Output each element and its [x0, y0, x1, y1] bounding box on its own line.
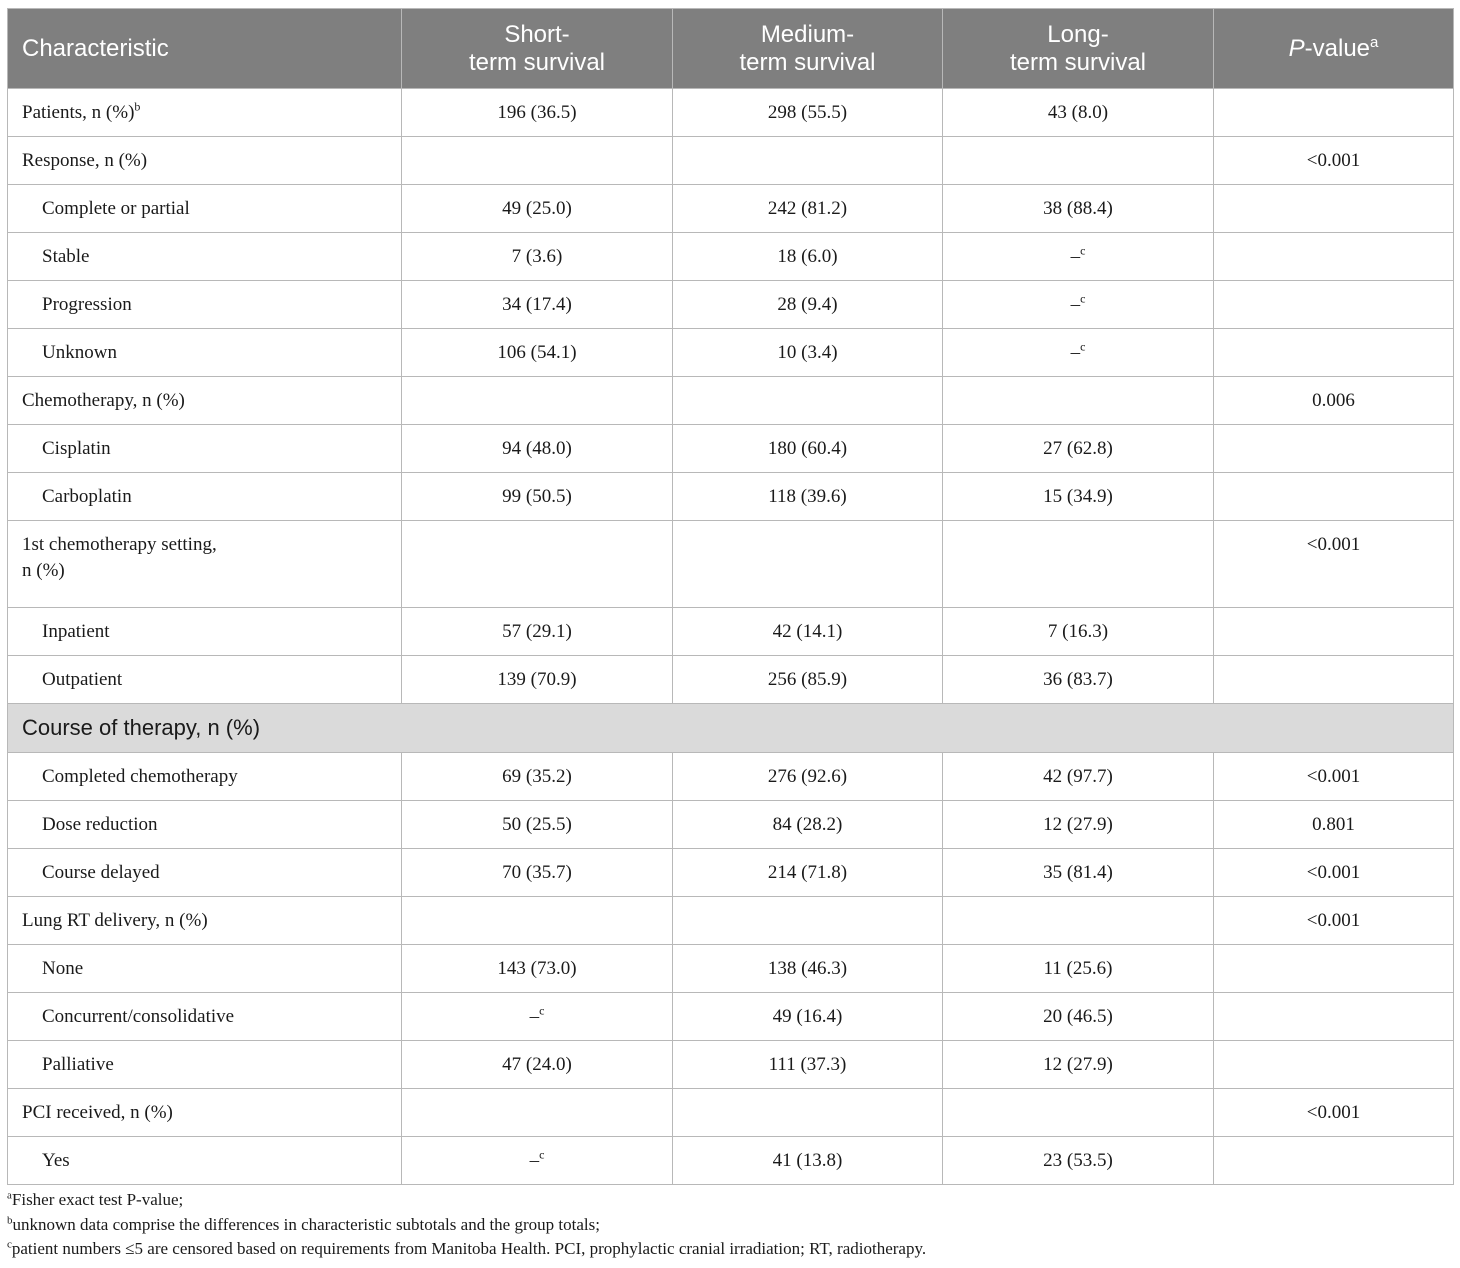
footnotes	[7, 1188, 926, 1262]
row-label: Outpatient	[8, 656, 402, 704]
cell-medium	[673, 521, 943, 608]
cell-medium: 28 (9.4)	[673, 281, 943, 329]
table-row-chemotherapy	[8, 377, 1454, 425]
cell-short: 139 (70.9)	[402, 656, 673, 704]
header-short-term: Short- term survival	[402, 9, 673, 89]
cell-short	[402, 1089, 673, 1137]
row-label: Completed chemotherapy	[8, 753, 402, 801]
cell-long	[943, 521, 1214, 608]
row-label: None	[8, 945, 402, 993]
cell-long	[943, 377, 1214, 425]
cell-medium: 214 (71.8)	[673, 849, 943, 897]
table-row-chemo-setting	[8, 521, 1454, 608]
table-row-completed-chemotherapy	[8, 753, 1454, 801]
cell-pvalue	[1214, 608, 1454, 656]
cell-long: 15 (34.9)	[943, 473, 1214, 521]
header-row	[8, 9, 1454, 89]
table-row-complete-partial	[8, 185, 1454, 233]
table-row-pci	[8, 1089, 1454, 1137]
cell-long: 11 (25.6)	[943, 945, 1214, 993]
cell-pvalue	[1214, 233, 1454, 281]
cell-medium: 84 (28.2)	[673, 801, 943, 849]
cell-long: 12 (27.9)	[943, 801, 1214, 849]
table-row-response	[8, 137, 1454, 185]
row-label: Unknown	[8, 329, 402, 377]
cell-medium: 111 (37.3)	[673, 1041, 943, 1089]
header-pvalue: P-value$^a$	[1214, 9, 1454, 89]
cell-medium	[673, 377, 943, 425]
table-row-concurrent	[8, 993, 1454, 1041]
cell-pvalue: <0.001	[1214, 849, 1454, 897]
cell-short: 57 (29.1)	[402, 608, 673, 656]
table-row-dose-reduction	[8, 801, 1454, 849]
cell-short	[402, 377, 673, 425]
cell-long	[943, 137, 1214, 185]
row-label: PCI received, n (%)	[8, 1089, 402, 1137]
row-label: Palliative	[8, 1041, 402, 1089]
header-characteristic: Characteristic	[8, 9, 402, 89]
cell-long: 42 (97.7)	[943, 753, 1214, 801]
header-long-term: Long- term survival	[943, 9, 1214, 89]
section-row-course-of-therapy	[8, 704, 1454, 753]
table-row-progression	[8, 281, 1454, 329]
row-label: Complete or partial	[8, 185, 402, 233]
table-row-none	[8, 945, 1454, 993]
cell-medium: 118 (39.6)	[673, 473, 943, 521]
cell-short: 7 (3.6)	[402, 233, 673, 281]
cell-short: 34 (17.4)	[402, 281, 673, 329]
cell-pvalue: 0.801	[1214, 801, 1454, 849]
cell-medium: 138 (46.3)	[673, 945, 943, 993]
cell-long	[943, 1089, 1214, 1137]
cell-pvalue: <0.001	[1214, 521, 1454, 608]
table-row-unknown	[8, 329, 1454, 377]
cell-medium	[673, 897, 943, 945]
table-row-inpatient	[8, 608, 1454, 656]
cell-long: 12 (27.9)	[943, 1041, 1214, 1089]
row-label: Course delayed	[8, 849, 402, 897]
table-row-lung-rt	[8, 897, 1454, 945]
table-row-patients	[8, 89, 1454, 137]
cell-pvalue	[1214, 1041, 1454, 1089]
row-label: Dose reduction	[8, 801, 402, 849]
cell-short: –$^c$	[402, 1137, 673, 1185]
cell-short	[402, 137, 673, 185]
cell-medium: 10 (3.4)	[673, 329, 943, 377]
cell-short	[402, 521, 673, 608]
cell-medium: 242 (81.2)	[673, 185, 943, 233]
cell-pvalue	[1214, 281, 1454, 329]
row-label: Carboplatin	[8, 473, 402, 521]
cell-short: 69 (35.2)	[402, 753, 673, 801]
cell-medium: 298 (55.5)	[673, 89, 943, 137]
table-row-outpatient	[8, 656, 1454, 704]
cell-medium: 49 (16.4)	[673, 993, 943, 1041]
cell-long: 35 (81.4)	[943, 849, 1214, 897]
cell-pvalue: 0.006	[1214, 377, 1454, 425]
row-label: Yes	[8, 1137, 402, 1185]
table-row-palliative	[8, 1041, 1454, 1089]
cell-medium: 256 (85.9)	[673, 656, 943, 704]
cell-pvalue: <0.001	[1214, 137, 1454, 185]
cell-pvalue: <0.001	[1214, 897, 1454, 945]
cell-pvalue	[1214, 425, 1454, 473]
cell-medium	[673, 137, 943, 185]
cell-long: 27 (62.8)	[943, 425, 1214, 473]
cell-short: 99 (50.5)	[402, 473, 673, 521]
cell-long: 7 (16.3)	[943, 608, 1214, 656]
cell-long	[943, 897, 1214, 945]
table-row-course-delayed	[8, 849, 1454, 897]
cell-pvalue	[1214, 185, 1454, 233]
cell-long: 43 (8.0)	[943, 89, 1214, 137]
cell-long: –$^c$	[943, 233, 1214, 281]
cell-pvalue	[1214, 1137, 1454, 1185]
cell-pvalue: <0.001	[1214, 753, 1454, 801]
row-label: Progression	[8, 281, 402, 329]
cell-long: –$^c$	[943, 329, 1214, 377]
cell-medium: 276 (92.6)	[673, 753, 943, 801]
cell-pvalue	[1214, 993, 1454, 1041]
cell-short: 196 (36.5)	[402, 89, 673, 137]
cell-short: 49 (25.0)	[402, 185, 673, 233]
row-label: Response, n (%)	[8, 137, 402, 185]
cell-short: 94 (48.0)	[402, 425, 673, 473]
results-table	[7, 8, 1454, 1185]
cell-long: –$^c$	[943, 281, 1214, 329]
table-row-cisplatin	[8, 425, 1454, 473]
cell-short	[402, 897, 673, 945]
cell-pvalue	[1214, 473, 1454, 521]
row-label: Chemotherapy, n (%)	[8, 377, 402, 425]
section-heading: Course of therapy, n (%)	[8, 704, 1454, 753]
cell-medium: 41 (13.8)	[673, 1137, 943, 1185]
cell-medium: 42 (14.1)	[673, 608, 943, 656]
row-label: Cisplatin	[8, 425, 402, 473]
table-row-yes	[8, 1137, 1454, 1185]
cell-medium	[673, 1089, 943, 1137]
footnote-b: $^b$unknown data comprise the differences in characteristic subtotals and the group totals;	[7, 1213, 600, 1234]
cell-short: 106 (54.1)	[402, 329, 673, 377]
cell-long: 23 (53.5)	[943, 1137, 1214, 1185]
row-label: 1st chemotherapy setting, n (%)	[8, 521, 402, 608]
row-label: Stable	[8, 233, 402, 281]
cell-short: –$^c$	[402, 993, 673, 1041]
cell-long: 20 (46.5)	[943, 993, 1214, 1041]
cell-medium: 180 (60.4)	[673, 425, 943, 473]
footnote-c: $^c$patient numbers ≤5 are censored based on requirements from Manitoba Health. PCI, prophylactic cranial irradiation; RT, radiotherapy.	[7, 1238, 927, 1258]
cell-short: 70 (35.7)	[402, 849, 673, 897]
cell-pvalue	[1214, 945, 1454, 993]
cell-short: 47 (24.0)	[402, 1041, 673, 1089]
row-label: Patients, n (%)$^b$	[8, 89, 402, 137]
cell-long: 36 (83.7)	[943, 656, 1214, 704]
cell-short: 143 (73.0)	[402, 945, 673, 993]
cell-long: 38 (88.4)	[943, 185, 1214, 233]
cell-pvalue	[1214, 656, 1454, 704]
table-row-carboplatin	[8, 473, 1454, 521]
table-row-stable	[8, 233, 1454, 281]
row-label: Inpatient	[8, 608, 402, 656]
cell-pvalue	[1214, 329, 1454, 377]
row-label: Lung RT delivery, n (%)	[8, 897, 402, 945]
footnote-a: $^a$Fisher exact test P-value;	[7, 1189, 184, 1209]
cell-pvalue	[1214, 89, 1454, 137]
cell-pvalue: <0.001	[1214, 1089, 1454, 1137]
cell-short: 50 (25.5)	[402, 801, 673, 849]
header-medium-term: Medium- term survival	[673, 9, 943, 89]
cell-medium: 18 (6.0)	[673, 233, 943, 281]
row-label: Concurrent/consolidative	[8, 993, 402, 1041]
